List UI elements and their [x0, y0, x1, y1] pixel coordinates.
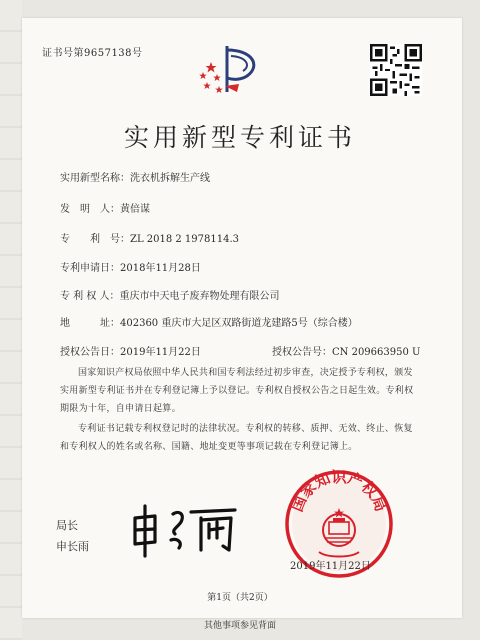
grant-date-label: 授权公告日： — [60, 347, 120, 358]
field-value: 黄倍谋 — [120, 204, 150, 215]
field-address — [60, 314, 358, 329]
grant-number-value: CN 209663950 U — [332, 347, 421, 358]
director-name: 申长雨 — [56, 540, 89, 553]
paragraph-grant: 国家知识产权局依照中华人民共和国专利法经过初步审查，决定授予专利权，颁发实用新型专利证书并在专利登记簿上予以登记。专利权自授权公告之日起生效。专利权期限为十年，自申请日起算。 — [60, 368, 414, 414]
field-label: 发 明 人： — [60, 204, 120, 215]
field-value: 洗衣机拆解生产线 — [130, 173, 210, 184]
field-label: 地 址： — [60, 318, 120, 329]
field-application-date — [60, 259, 201, 274]
certificate-number: 证书号第9657138号 — [42, 48, 143, 59]
director-signature-icon — [125, 500, 245, 560]
certificate-title: 实用新型专利证书 — [123, 123, 356, 152]
field-label: 专 利 号： — [60, 234, 130, 245]
grant-number-label: 授权公告号： — [272, 347, 332, 358]
field-label: 专利申请日： — [60, 263, 120, 274]
footer-note: 其他事项参见背面 — [203, 621, 276, 631]
seal-text: 国家知识产权局 — [287, 468, 391, 515]
grant-row — [60, 343, 201, 358]
field-label: 专 利 权 人： — [60, 291, 120, 302]
field-value: 402360 重庆市大足区双路街道龙建路5号（综合楼） — [120, 318, 358, 329]
scan-edge — [0, 0, 22, 640]
field-inventor — [60, 200, 150, 215]
grant-date-value: 2019年11月22日 — [120, 347, 201, 358]
field-label: 实用新型名称： — [60, 173, 130, 184]
paragraph-legal-status: 专利证书记载专利权登记时的法律状况。专利权的转移、质押、无效、终止、恢复和专利权人的姓名或名称、国籍、地址变更等事项记载在专利登记簿上。 — [60, 424, 413, 452]
page-number: 第1页（共2页） — [207, 593, 273, 603]
director-title: 局长 — [56, 519, 78, 532]
field-value: ZL 2018 2 1978114.3 — [130, 234, 240, 245]
field-value: 重庆市中天电子废弃物处理有限公司 — [119, 291, 280, 302]
grant-number-row — [272, 343, 420, 358]
field-utility-model-name — [60, 169, 210, 184]
seal-date: 2019年11月22日 — [290, 561, 371, 572]
qr-code-icon — [370, 44, 422, 96]
field-value: 2018年11月28日 — [120, 263, 201, 274]
field-patentee — [60, 287, 280, 302]
field-patent-number — [60, 230, 239, 245]
cnipa-logo-icon — [195, 40, 270, 98]
